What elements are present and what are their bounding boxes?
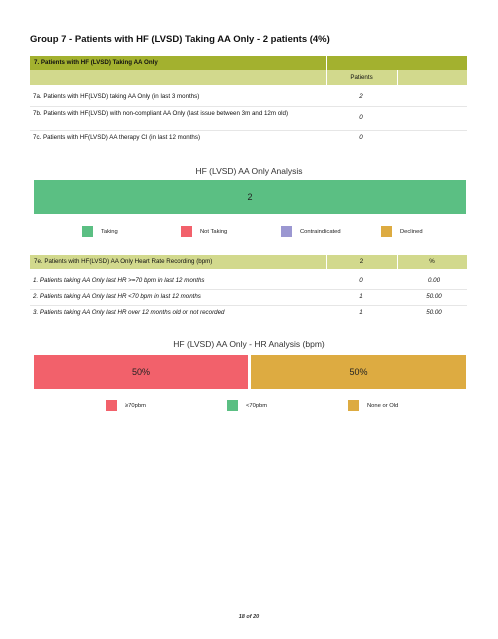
- legend-swatch: [181, 226, 192, 237]
- table1-header-row: [30, 70, 467, 85]
- chart1-bar-label: 2: [247, 192, 253, 202]
- row-divider: [30, 106, 467, 107]
- chart2-title: HF (LVSD) AA Only - HR Analysis (bpm): [173, 339, 325, 349]
- table1-row-label: 7c. Patients with HF(LVSD) AA therapy CI (in last 12 months): [33, 134, 201, 141]
- legend-swatch: [227, 400, 238, 411]
- legend-swatch: [348, 400, 359, 411]
- legend-item-none-or-old: [348, 400, 398, 411]
- row-divider: [30, 305, 467, 306]
- table1-row-value: 0: [359, 114, 363, 121]
- legend-item-declined: [381, 226, 423, 237]
- table1-title-bar: [30, 56, 467, 70]
- table1-row-label: 7b. Patients with HF(LVSD) with non-compliant AA Only (last issue between 3m and 12m old): [33, 110, 289, 117]
- chart1-title: HF (LVSD) AA Only Analysis: [195, 166, 303, 176]
- table2-row-pct: 50.00: [426, 309, 442, 316]
- table2-title: 7e. Patients with HF(LVSD) AA Only Heart Rate Recording (bpm): [34, 258, 213, 265]
- table1-title: 7. Patients with HF (LVSD) Taking AA Only: [34, 59, 158, 66]
- chart2-bar-ge70: [34, 355, 248, 389]
- row-divider: [30, 130, 467, 131]
- legend-label: Declined: [400, 228, 423, 235]
- chart2-bar-label: 50%: [131, 367, 150, 377]
- table1-col-header: Patients: [350, 74, 373, 81]
- legend-label: ≥70pbm: [125, 402, 146, 409]
- table2-row-pct: 0.00: [427, 277, 441, 284]
- table1-row-label: 7a. Patients with HF(LVSD) taking AA Only (in last 3 months): [33, 93, 200, 100]
- table1-row-value: 2: [359, 93, 363, 100]
- table2-row-label: 3. Patients taking AA Only last HR over 12 months old or not recorded: [33, 309, 225, 316]
- legend-item-ge70: [106, 400, 146, 411]
- table2-row-label: 2. Patients taking AA Only last HR <70 bpm in last 12 months: [33, 293, 201, 300]
- legend-swatch: [281, 226, 292, 237]
- legend-label: Not Taking: [200, 228, 228, 235]
- table2-row-label: 1. Patients taking AA Only last HR >=70 bpm in last 12 months: [33, 277, 205, 284]
- column-divider: [397, 70, 398, 85]
- legend-label: <70pbm: [246, 402, 268, 409]
- legend-swatch: [381, 226, 392, 237]
- table2-col-count: 2: [359, 258, 364, 265]
- table2-row-count: 1: [359, 293, 363, 300]
- chart1-bar-taking: [34, 180, 466, 214]
- table2-row-count: 1: [359, 309, 363, 316]
- table2-header-row: [30, 255, 467, 269]
- legend-label: None or Old: [367, 402, 399, 409]
- legend-swatch: [106, 400, 117, 411]
- row-divider: [30, 289, 467, 290]
- page-number: 18 of 20: [238, 614, 260, 620]
- legend-label: Taking: [101, 228, 118, 235]
- column-divider: [326, 56, 327, 70]
- legend-item-taking: [82, 226, 118, 237]
- legend-item-contraindicated: [281, 226, 341, 237]
- table2-row-pct: 50.00: [426, 293, 442, 300]
- chart2-bar-none-or-old: [251, 355, 466, 389]
- table2-col-pct: %: [429, 258, 435, 265]
- legend-label: Contraindicated: [300, 228, 341, 235]
- legend-item-lt70: [227, 400, 267, 411]
- chart2-bar-label: 50%: [349, 367, 368, 377]
- legend-swatch: [82, 226, 93, 237]
- table2-row-count: 0: [359, 277, 363, 284]
- page-heading: Group 7 - Patients with HF (LVSD) Taking AA Only - 2 patients (4%): [30, 34, 330, 45]
- table1-row-value: 0: [359, 134, 363, 141]
- legend-item-not-taking: [181, 226, 227, 237]
